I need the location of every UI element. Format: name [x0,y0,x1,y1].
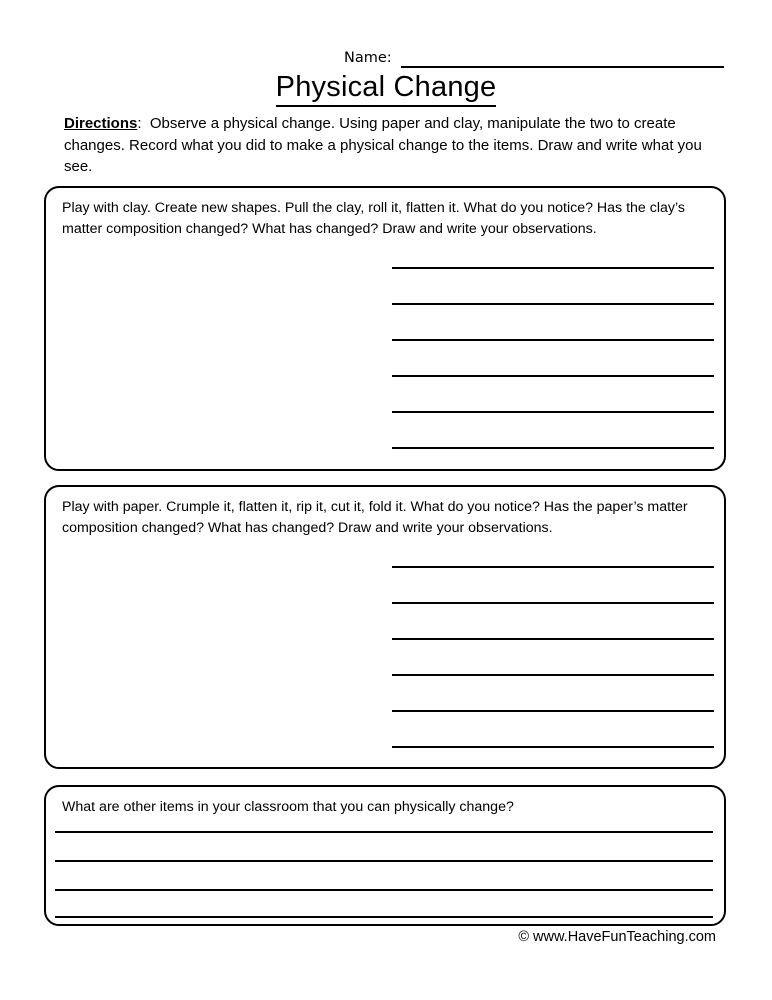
section-paper [44,485,726,769]
answer-line[interactable] [55,889,713,891]
section-other-items-prompt: What are other items in your classroom that you can physically change? [62,799,514,815]
answer-line[interactable] [392,638,714,640]
directions-text: Observe a physical change. Using paper and clay, manipulate the two to create changes. Record what you did to make a physical change to the items. Draw and write what you see. [64,115,702,175]
directions-label: Directions [64,115,138,132]
directions-separator: : [137,115,142,132]
section-clay [44,186,726,471]
page-title: Physical Change [276,70,497,107]
name-label: Name: [344,50,392,66]
answer-line[interactable] [392,447,714,449]
answer-line[interactable] [392,339,714,341]
page-title-wrap [0,70,772,107]
answer-line[interactable] [392,566,714,568]
answer-line[interactable] [392,303,714,305]
answer-line[interactable] [392,746,714,748]
name-field-row [344,44,724,68]
footer-credit: © www.HaveFunTeaching.com [518,929,716,945]
answer-line[interactable] [55,831,713,833]
section-other-items [44,785,726,926]
answer-line[interactable] [392,602,714,604]
answer-line[interactable] [392,674,714,676]
answer-line[interactable] [55,860,713,862]
answer-line[interactable] [55,916,713,918]
section-clay-prompt: Play with clay. Create new shapes. Pull the clay, roll it, flatten it. What do you notice? Has the clay’s matter composition changed? What has changed? Draw and write your observations. [62,200,685,237]
directions-paragraph [64,113,714,178]
answer-line[interactable] [392,710,714,712]
answer-line[interactable] [392,411,714,413]
name-input-blank[interactable] [401,51,724,68]
answer-line[interactable] [392,267,714,269]
section-paper-prompt: Play with paper. Crumple it, flatten it, rip it, cut it, fold it. What do you notice? Has the paper’s matter composition changed? What has changed? Draw and write your observations. [62,499,688,536]
answer-line[interactable] [392,375,714,377]
